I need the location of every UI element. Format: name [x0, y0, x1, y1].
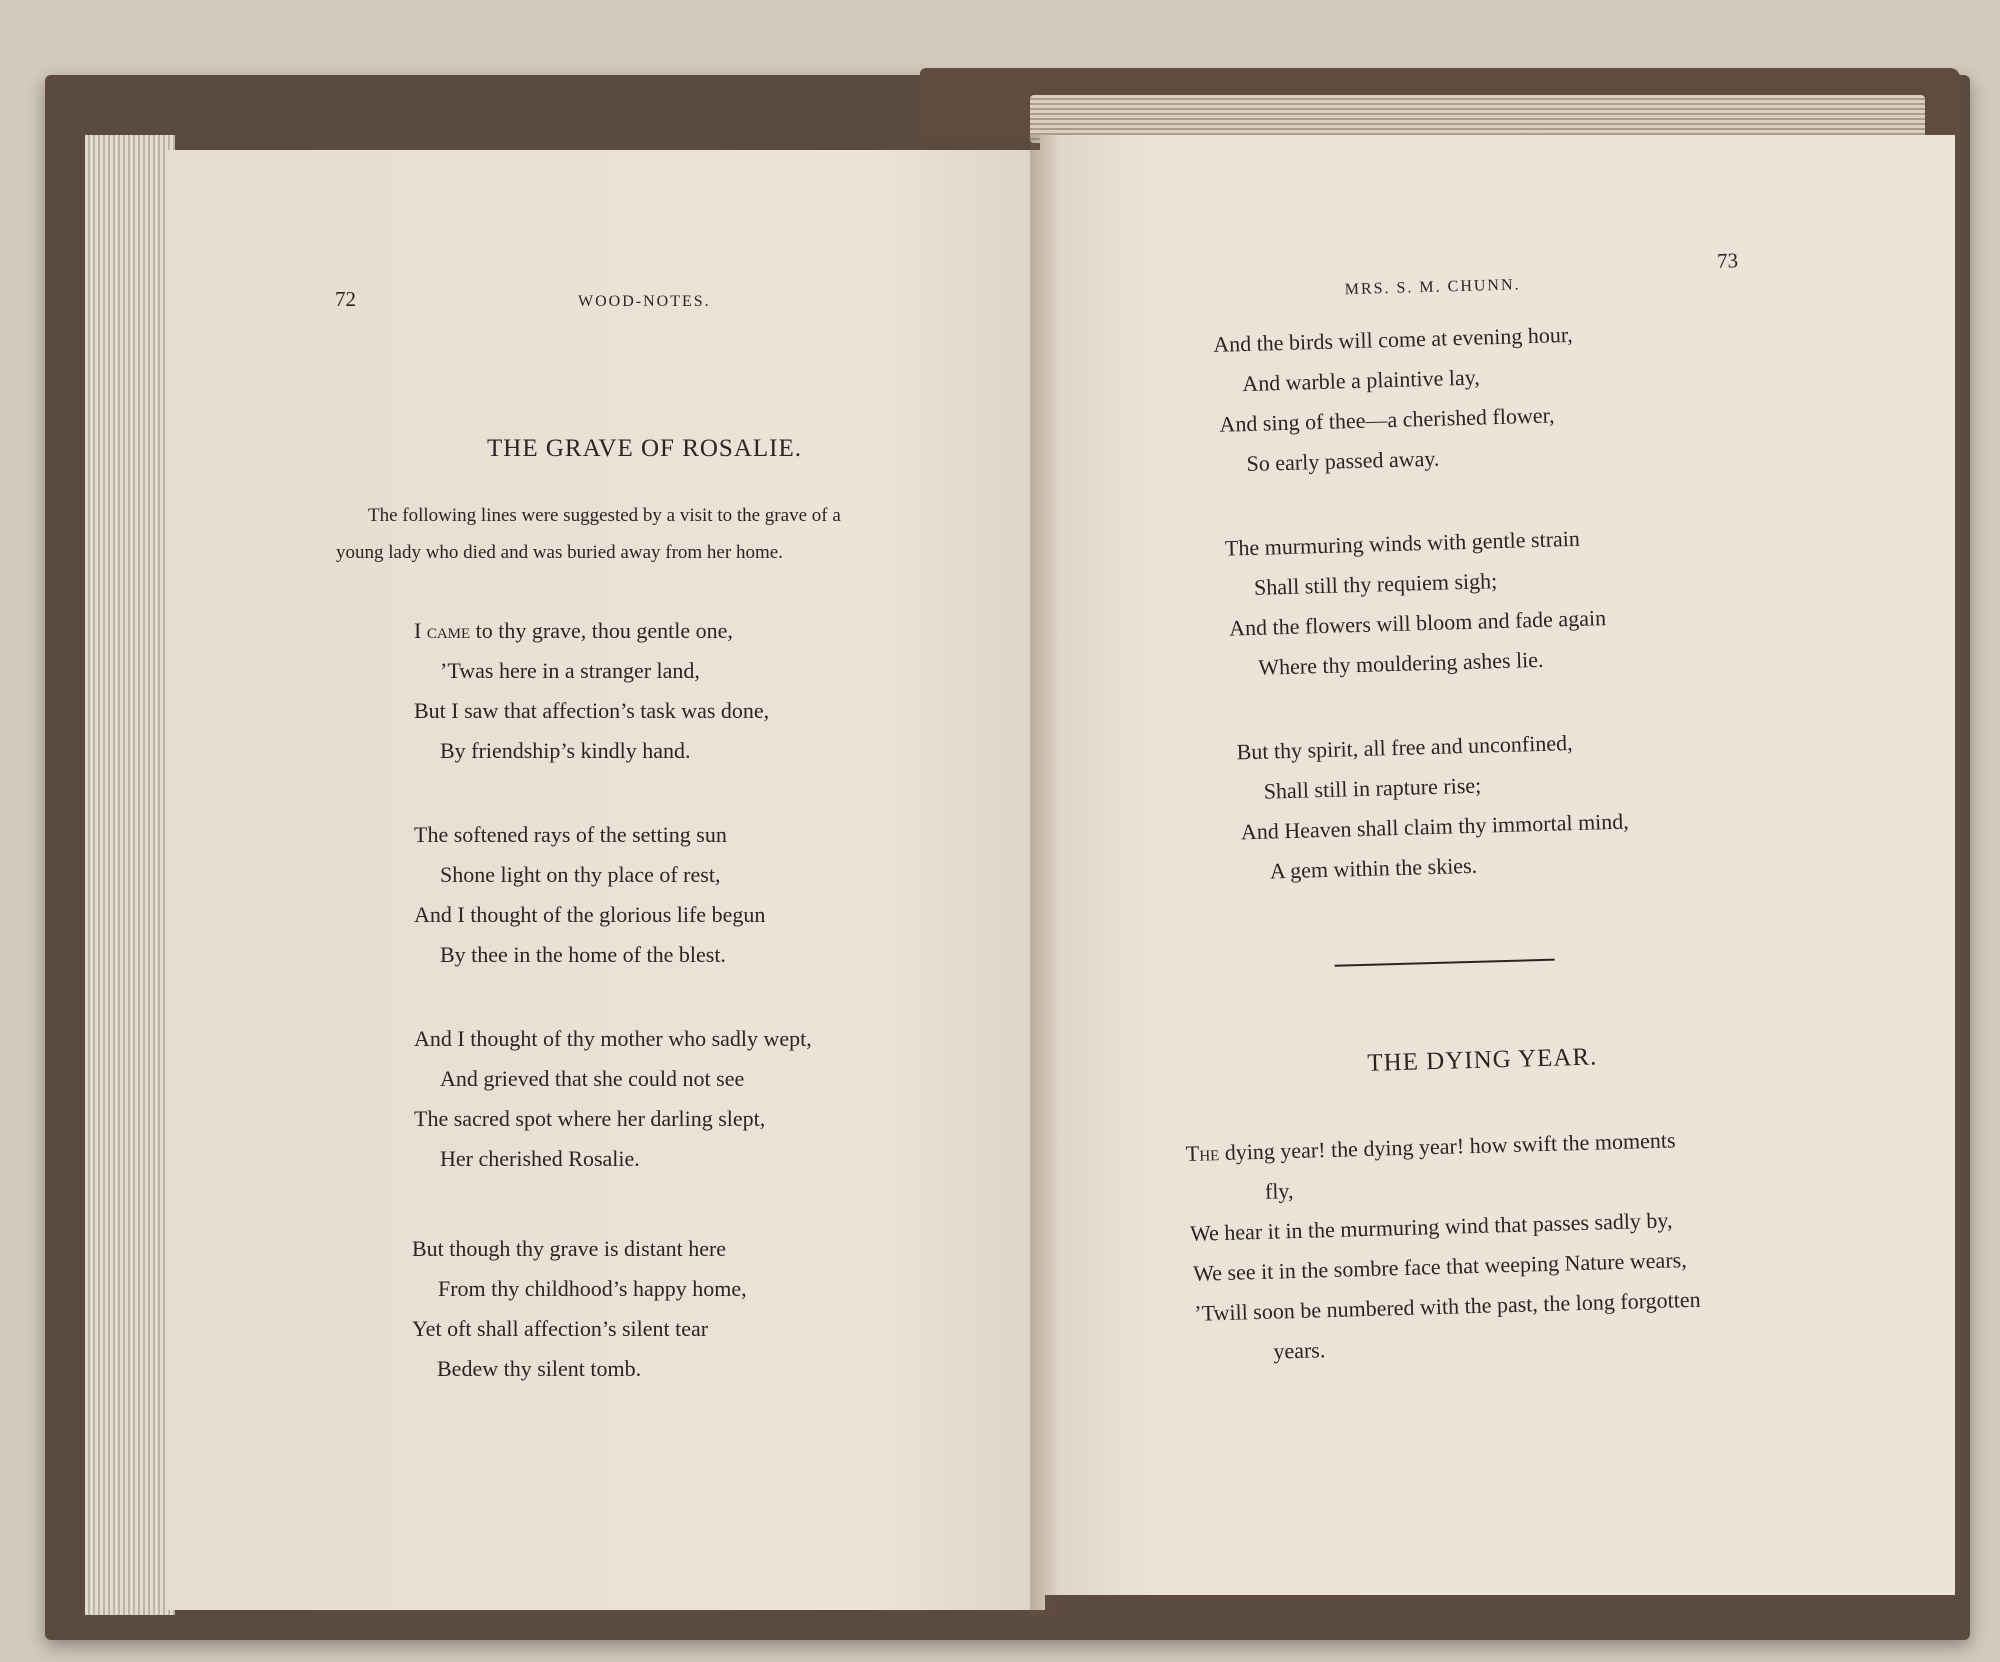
verse-line: So early passed away.	[1246, 445, 1440, 477]
verse-line: And the birds will come at evening hour,	[1212, 321, 1574, 357]
verse-line: The dying year! the dying year! how swift the moments	[1185, 1127, 1676, 1167]
verse-line: ’Twas here in a stranger land,	[440, 658, 700, 683]
verse-line: We hear it in the murmuring wind that passes sadly by,	[1189, 1207, 1673, 1246]
verse-line: And I thought of the glorious life begun	[414, 902, 766, 927]
epigraph-line-1: The following lines were suggested by a visit to the grave of a	[368, 505, 841, 526]
verse-line: And grieved that she could not see	[440, 1066, 745, 1091]
verse-line: From thy childhood’s happy home,	[438, 1276, 747, 1301]
epigraph-line-2: young lady who died and was buried away from her home.	[336, 542, 783, 563]
verse-line: By friendship’s kindly hand.	[440, 738, 691, 763]
verse-line: Shall still thy requiem sigh;	[1253, 568, 1498, 600]
verse-line: The murmuring winds with gentle strain	[1224, 525, 1581, 561]
poem-title-dying-year: THE DYING YEAR.	[1366, 1043, 1598, 1077]
verse-line: The sacred spot where her darling slept,	[414, 1106, 766, 1131]
verse-line: Yet oft shall affection’s silent tear	[412, 1316, 709, 1341]
verse-line: By thee in the home of the blest.	[440, 942, 726, 967]
verse-line: And Heaven shall claim thy immortal mind,	[1240, 808, 1630, 845]
verse-line: But I saw that affection’s task was done,	[414, 698, 770, 723]
page-edges	[85, 135, 175, 1615]
verse-line: fly,	[1264, 1178, 1294, 1204]
verse-line: We see it in the sombre face that weeping Nature wears,	[1192, 1247, 1687, 1286]
left-running-head: WOOD-NOTES.	[578, 293, 711, 310]
verse-line: And I thought of thy mother who sadly wept,	[414, 1026, 812, 1051]
right-page	[1040, 135, 1955, 1595]
verse-line: And sing of thee—a cherished flower,	[1219, 402, 1555, 437]
verse-line: And warble a plaintive lay,	[1241, 364, 1481, 397]
verse-line: The softened rays of the setting sun	[414, 822, 727, 847]
verse-line: Shone light on thy place of rest,	[440, 862, 721, 887]
verse-line: Her cherished Rosalie.	[440, 1146, 640, 1171]
verse-line: Where thy mouldering ashes lie.	[1257, 646, 1544, 680]
verse-line: I came to thy grave, thou gentle one,	[414, 618, 733, 643]
verse-line: Bedew thy silent tomb.	[437, 1356, 642, 1381]
verse-line: And the flowers will bloom and fade again	[1228, 605, 1607, 641]
poem-title-rosalie: THE GRAVE OF ROSALIE.	[487, 435, 802, 462]
verse-line: A gem within the skies.	[1269, 852, 1478, 884]
right-running-head: MRS. S. M. CHUNN.	[1344, 276, 1521, 299]
verse-line: years.	[1273, 1337, 1326, 1364]
verse-line: But thy spirit, all free and unconfined,	[1236, 730, 1573, 765]
verse-line: But though thy grave is distant here	[412, 1236, 727, 1261]
book-gutter	[1030, 135, 1060, 1615]
right-page-number: 73	[1716, 248, 1739, 273]
verse-line: Shall still in rapture rise;	[1263, 772, 1482, 804]
left-page-number: 72	[335, 287, 356, 311]
verse-line: ’Twill soon be numbered with the past, the long forgotten	[1193, 1286, 1701, 1326]
